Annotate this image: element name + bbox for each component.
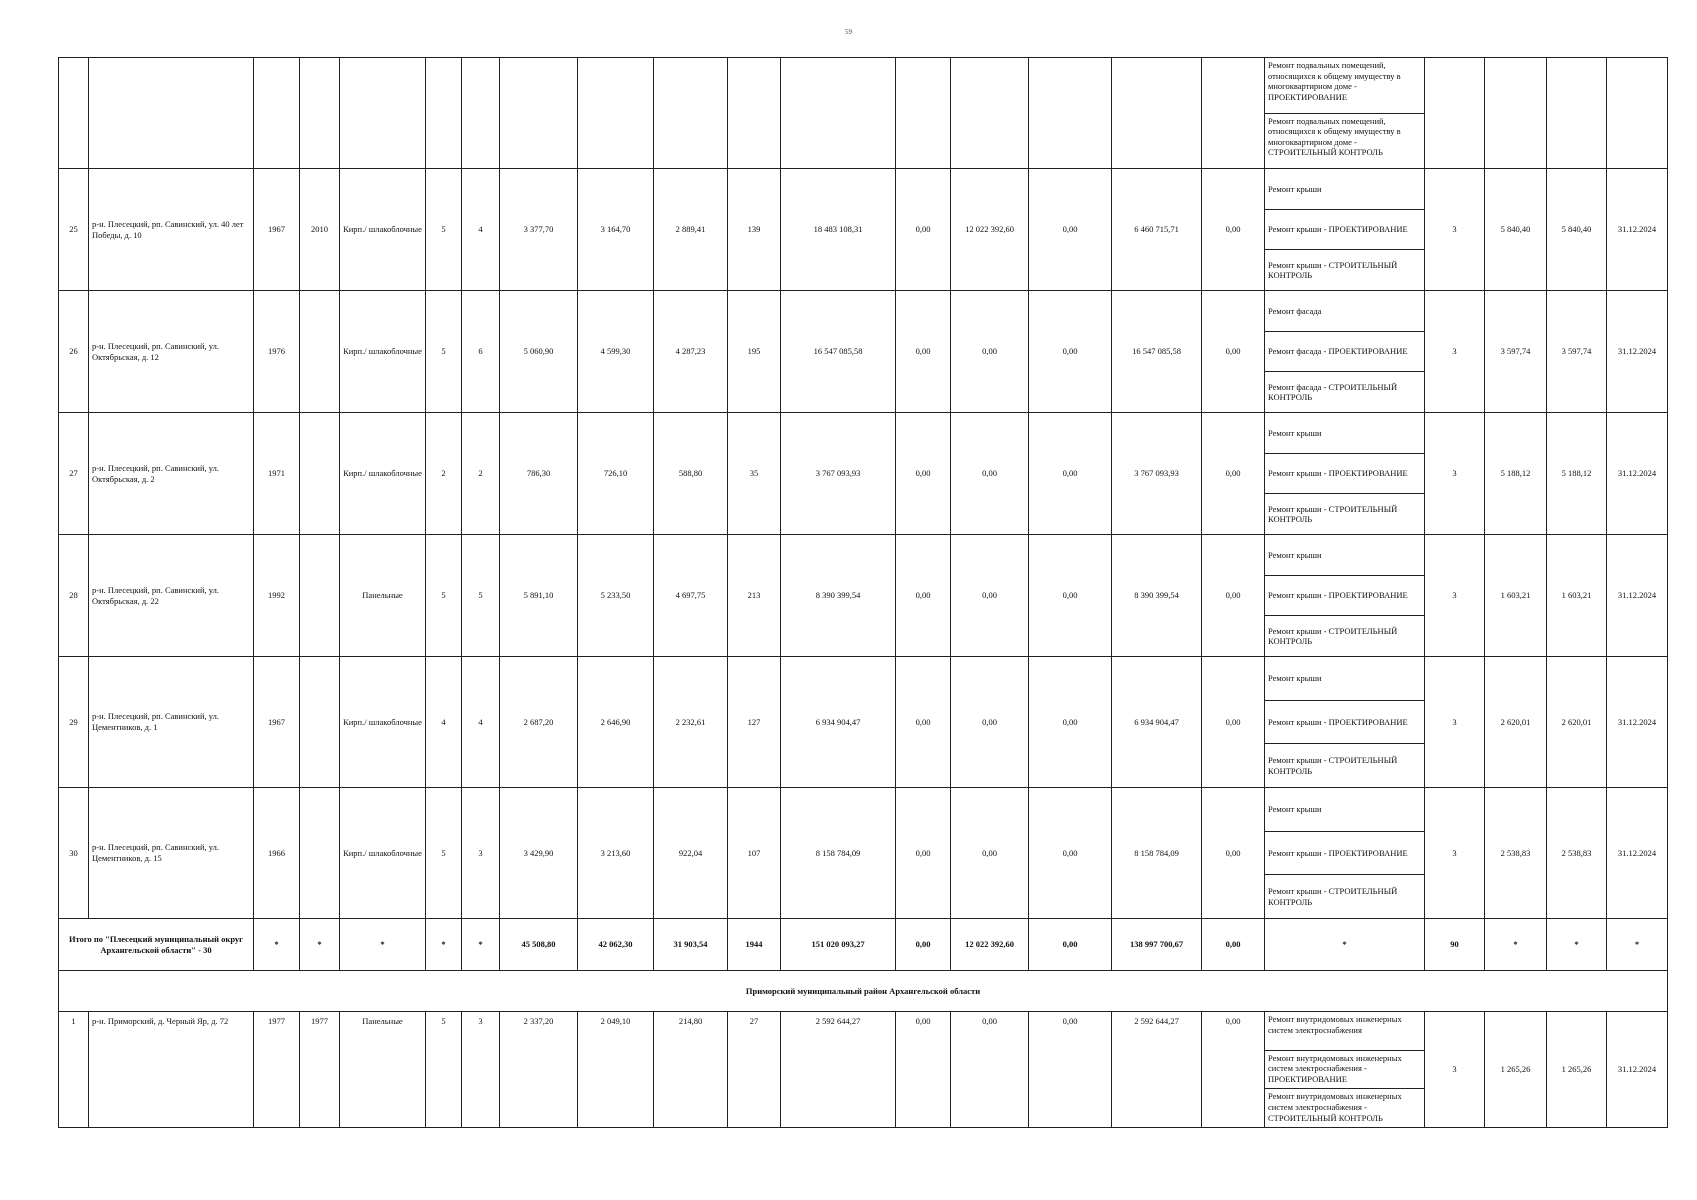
floors-cell: 5 — [426, 1012, 462, 1128]
year-overhaul-cell — [300, 657, 340, 788]
fund-other-cell: 0,00 — [1202, 657, 1265, 788]
limit-per-m2-cell: 1 603,21 — [1547, 535, 1607, 657]
floors-cell: 4 — [426, 657, 462, 788]
residents-cell: 35 — [728, 413, 781, 535]
row-number-cell: 26 — [59, 291, 89, 413]
address-cell: р-н. Плесецкий, рп. Савинский, ул. Октябрьская, д. 2 — [89, 413, 254, 535]
fund-owners-cell: 3 767 093,93 — [1112, 413, 1202, 535]
table-row — [59, 535, 1668, 657]
fund-local-cell: 0,00 — [1029, 535, 1112, 657]
fund-owners-cell: 6 934 904,47 — [1112, 657, 1202, 788]
capital-repair-table — [58, 57, 1668, 1128]
deadline-cell: 31.12.2024 — [1607, 291, 1668, 413]
row-number-cell: 1 — [59, 1012, 89, 1128]
total-cell: * — [462, 919, 500, 971]
wall-material-cell: Панельные — [340, 535, 426, 657]
total-cell: * — [1485, 919, 1547, 971]
units-cell: 3 — [1425, 413, 1485, 535]
area-living-cell: 5 233,50 — [578, 535, 654, 657]
address-cell: р-н. Плесецкий, рп. Савинский, ул. 40 лет Победы, д. 10 — [89, 169, 254, 291]
area-residential-cell: 4 697,75 — [654, 535, 728, 657]
fund-federal-cell: 0,00 — [896, 535, 951, 657]
entrances-cell: 3 — [462, 1012, 500, 1128]
work-item: Ремонт фасада - СТРОИТЕЛЬНЫЙ КОНТРОЛЬ — [1265, 371, 1424, 412]
work-item: Ремонт крыши - СТРОИТЕЛЬНЫЙ КОНТРОЛЬ — [1265, 874, 1424, 918]
work-item: Ремонт крыши - ПРОЕКТИРОВАНИЕ — [1265, 700, 1424, 744]
year-overhaul-cell — [300, 535, 340, 657]
work-types-cell — [1265, 169, 1425, 291]
total-cell: * — [300, 919, 340, 971]
cost-per-m2-cell: 1 265,26 — [1485, 1012, 1547, 1128]
fund-local-cell: 0,00 — [1029, 657, 1112, 788]
residents-cell: 107 — [728, 788, 781, 919]
floors-cell: 5 — [426, 291, 462, 413]
total-cell: * — [254, 919, 300, 971]
fund-regional-cell: 0,00 — [951, 788, 1029, 919]
work-item: Ремонт подвальных помещений, относящихся к общему имуществу в многоквартирном доме - ПРОЕКТИРОВАНИЕ — [1268, 60, 1401, 102]
cost-per-m2-cell: 1 603,21 — [1485, 535, 1547, 657]
total-cell: * — [1607, 919, 1668, 971]
cost-total-cell: 18 483 108,31 — [781, 169, 896, 291]
table-row — [59, 291, 1668, 413]
total-cell: 0,00 — [896, 919, 951, 971]
work-item: Ремонт крыши - ПРОЕКТИРОВАНИЕ — [1265, 831, 1424, 875]
fund-local-cell: 0,00 — [1029, 1012, 1112, 1128]
year-overhaul-cell: 2010 — [300, 169, 340, 291]
fund-federal-cell: 0,00 — [896, 169, 951, 291]
cost-total-cell: 8 158 784,09 — [781, 788, 896, 919]
year-built-cell: 1992 — [254, 535, 300, 657]
cost-per-m2-cell: 2 538,83 — [1485, 788, 1547, 919]
total-cell: 12 022 392,60 — [951, 919, 1029, 971]
area-total-cell: 5 891,10 — [500, 535, 578, 657]
cost-per-m2-cell: 5 840,40 — [1485, 169, 1547, 291]
year-built-cell: 1971 — [254, 413, 300, 535]
fund-owners-cell: 8 390 399,54 — [1112, 535, 1202, 657]
table-row — [59, 1012, 1668, 1128]
area-total-cell: 2 687,20 — [500, 657, 578, 788]
area-residential-cell: 2 889,41 — [654, 169, 728, 291]
fund-owners-cell: 16 547 085,58 — [1112, 291, 1202, 413]
work-item: Ремонт крыши - СТРОИТЕЛЬНЫЙ КОНТРОЛЬ — [1265, 249, 1424, 290]
year-overhaul-cell — [300, 788, 340, 919]
cost-per-m2-cell: 2 620,01 — [1485, 657, 1547, 788]
work-item: Ремонт крыши - ПРОЕКТИРОВАНИЕ — [1265, 575, 1424, 616]
residents-cell: 139 — [728, 169, 781, 291]
limit-per-m2-cell: 3 597,74 — [1547, 291, 1607, 413]
total-cell: * — [1265, 919, 1425, 971]
work-item: Ремонт фасада — [1268, 305, 1322, 316]
fund-local-cell: 0,00 — [1029, 169, 1112, 291]
deadline-cell: 31.12.2024 — [1607, 169, 1668, 291]
address-cell: р-н. Плесецкий, рп. Савинский, ул. Октябрьская, д. 22 — [89, 535, 254, 657]
residents-cell: 195 — [728, 291, 781, 413]
cost-total-cell: 3 767 093,93 — [781, 413, 896, 535]
page-number: 59 — [845, 28, 852, 36]
deadline-cell: 31.12.2024 — [1607, 657, 1668, 788]
limit-per-m2-cell: 2 538,83 — [1547, 788, 1607, 919]
fund-other-cell: 0,00 — [1202, 788, 1265, 919]
limit-per-m2-cell: 5 840,40 — [1547, 169, 1607, 291]
area-total-cell: 5 060,90 — [500, 291, 578, 413]
units-cell: 3 — [1425, 535, 1485, 657]
fund-owners-cell: 2 592 644,27 — [1112, 1012, 1202, 1128]
wall-material-cell: Кирп./ шлакоблочные — [340, 657, 426, 788]
fund-regional-cell: 0,00 — [951, 291, 1029, 413]
work-types-cell — [1265, 1012, 1425, 1128]
fund-regional-cell: 12 022 392,60 — [951, 169, 1029, 291]
fund-other-cell: 0,00 — [1202, 413, 1265, 535]
address-cell: р-н. Плесецкий, рп. Савинский, ул. Октябрьская, д. 12 — [89, 291, 254, 413]
fund-other-cell: 0,00 — [1202, 291, 1265, 413]
area-total-cell: 3 429,90 — [500, 788, 578, 919]
total-label: Итого по "Плесецкий муниципальный округ Архангельской области" - 30 — [59, 919, 254, 971]
work-item: Ремонт крыши - ПРОЕКТИРОВАНИЕ — [1265, 453, 1424, 494]
cost-total-cell: 16 547 085,58 — [781, 291, 896, 413]
total-cell: 31 903,54 — [654, 919, 728, 971]
floors-cell: 5 — [426, 788, 462, 919]
continuation-row — [59, 58, 1668, 169]
total-cell: 0,00 — [1202, 919, 1265, 971]
fund-local-cell: 0,00 — [1029, 291, 1112, 413]
work-item: Ремонт внутридомовых инженерных систем электроснабжения - СТРОИТЕЛЬНЫЙ КОНТРОЛЬ — [1265, 1088, 1424, 1127]
year-overhaul-cell — [300, 413, 340, 535]
year-built-cell: 1966 — [254, 788, 300, 919]
year-built-cell: 1967 — [254, 657, 300, 788]
area-living-cell: 726,10 — [578, 413, 654, 535]
fund-regional-cell: 0,00 — [951, 657, 1029, 788]
area-residential-cell: 922,04 — [654, 788, 728, 919]
fund-regional-cell: 0,00 — [951, 413, 1029, 535]
row-number-cell: 27 — [59, 413, 89, 535]
address-cell: р-н. Плесецкий, рп. Савинский, ул. Цементников, д. 1 — [89, 657, 254, 788]
area-residential-cell: 2 232,61 — [654, 657, 728, 788]
fund-federal-cell: 0,00 — [896, 291, 951, 413]
row-number-cell: 30 — [59, 788, 89, 919]
fund-federal-cell: 0,00 — [896, 788, 951, 919]
total-cell: 151 020 093,27 — [781, 919, 896, 971]
year-built-cell: 1977 — [254, 1012, 300, 1128]
table-row — [59, 788, 1668, 919]
year-overhaul-cell — [300, 291, 340, 413]
total-cell: 90 — [1425, 919, 1485, 971]
limit-per-m2-cell: 2 620,01 — [1547, 657, 1607, 788]
year-built-cell: 1967 — [254, 169, 300, 291]
work-item: Ремонт крыши — [1268, 183, 1322, 194]
fund-local-cell: 0,00 — [1029, 413, 1112, 535]
cost-total-cell: 6 934 904,47 — [781, 657, 896, 788]
residents-cell: 27 — [728, 1012, 781, 1128]
units-cell: 3 — [1425, 169, 1485, 291]
area-residential-cell: 4 287,23 — [654, 291, 728, 413]
work-item: Ремонт внутридомовых инженерных систем электроснабжения — [1268, 1014, 1402, 1035]
year-overhaul-cell: 1977 — [300, 1012, 340, 1128]
work-types-cell — [1265, 657, 1425, 788]
area-total-cell: 786,30 — [500, 413, 578, 535]
work-item: Ремонт крыши — [1268, 804, 1322, 815]
work-types-cell — [1265, 58, 1425, 169]
work-types-cell — [1265, 291, 1425, 413]
work-types-cell — [1265, 788, 1425, 919]
address-cell: р-н. Приморский, д. Черный Яр, д. 72 — [89, 1012, 254, 1128]
year-built-cell: 1976 — [254, 291, 300, 413]
wall-material-cell: Кирп./ шлакоблочные — [340, 291, 426, 413]
work-item: Ремонт внутридомовых инженерных систем электроснабжения - ПРОЕКТИРОВАНИЕ — [1265, 1050, 1424, 1089]
work-item: Ремонт крыши - СТРОИТЕЛЬНЫЙ КОНТРОЛЬ — [1265, 743, 1424, 787]
work-item: Ремонт крыши — [1268, 549, 1322, 560]
total-cell: * — [1547, 919, 1607, 971]
entrances-cell: 2 — [462, 413, 500, 535]
cost-per-m2-cell: 5 188,12 — [1485, 413, 1547, 535]
cost-per-m2-cell: 3 597,74 — [1485, 291, 1547, 413]
fund-regional-cell: 0,00 — [951, 1012, 1029, 1128]
area-living-cell: 2 646,90 — [578, 657, 654, 788]
district-header-row — [59, 971, 1668, 1012]
total-cell: 45 508,80 — [500, 919, 578, 971]
fund-federal-cell: 0,00 — [896, 413, 951, 535]
deadline-cell: 31.12.2024 — [1607, 535, 1668, 657]
fund-other-cell: 0,00 — [1202, 169, 1265, 291]
limit-per-m2-cell: 1 265,26 — [1547, 1012, 1607, 1128]
work-item: Ремонт крыши - СТРОИТЕЛЬНЫЙ КОНТРОЛЬ — [1265, 615, 1424, 656]
total-cell: * — [426, 919, 462, 971]
work-item: Ремонт крыши — [1268, 673, 1322, 684]
fund-other-cell: 0,00 — [1202, 1012, 1265, 1128]
total-cell: 42 062,30 — [578, 919, 654, 971]
limit-per-m2-cell: 5 188,12 — [1547, 413, 1607, 535]
floors-cell: 2 — [426, 413, 462, 535]
fund-owners-cell: 6 460 715,71 — [1112, 169, 1202, 291]
cost-total-cell: 2 592 644,27 — [781, 1012, 896, 1128]
units-cell: 3 — [1425, 1012, 1485, 1128]
row-number-cell: 29 — [59, 657, 89, 788]
wall-material-cell: Кирп./ шлакоблочные — [340, 788, 426, 919]
area-living-cell: 4 599,30 — [578, 291, 654, 413]
wall-material-cell: Кирп./ шлакоблочные — [340, 169, 426, 291]
total-cell: 1944 — [728, 919, 781, 971]
deadline-cell: 31.12.2024 — [1607, 413, 1668, 535]
residents-cell: 213 — [728, 535, 781, 657]
total-row — [59, 919, 1668, 971]
deadline-cell: 31.12.2024 — [1607, 788, 1668, 919]
cost-total-cell: 8 390 399,54 — [781, 535, 896, 657]
work-item: Ремонт крыши - ПРОЕКТИРОВАНИЕ — [1265, 209, 1424, 250]
work-item: Ремонт подвальных помещений, относящихся к общему имуществу в многоквартирном доме - СТРОИТЕЛЬНЫЙ КОНТРОЛЬ — [1265, 113, 1424, 169]
floors-cell: 5 — [426, 169, 462, 291]
area-residential-cell: 588,80 — [654, 413, 728, 535]
fund-federal-cell: 0,00 — [896, 1012, 951, 1128]
total-cell: 0,00 — [1029, 919, 1112, 971]
fund-local-cell: 0,00 — [1029, 788, 1112, 919]
area-living-cell: 2 049,10 — [578, 1012, 654, 1128]
entrances-cell: 5 — [462, 535, 500, 657]
wall-material-cell: Панельные — [340, 1012, 426, 1128]
total-cell: * — [340, 919, 426, 971]
entrances-cell: 6 — [462, 291, 500, 413]
row-number-cell: 28 — [59, 535, 89, 657]
entrances-cell: 3 — [462, 788, 500, 919]
fund-owners-cell: 8 158 784,09 — [1112, 788, 1202, 919]
fund-regional-cell: 0,00 — [951, 535, 1029, 657]
entrances-cell: 4 — [462, 657, 500, 788]
work-types-cell — [1265, 413, 1425, 535]
residents-cell: 127 — [728, 657, 781, 788]
table-row — [59, 657, 1668, 788]
units-cell: 3 — [1425, 291, 1485, 413]
units-cell: 3 — [1425, 657, 1485, 788]
fund-other-cell: 0,00 — [1202, 535, 1265, 657]
area-living-cell: 3 213,60 — [578, 788, 654, 919]
wall-material-cell: Кирп./ шлакоблочные — [340, 413, 426, 535]
units-cell: 3 — [1425, 788, 1485, 919]
floors-cell: 5 — [426, 535, 462, 657]
fund-federal-cell: 0,00 — [896, 657, 951, 788]
district-header: Приморский муниципальный район Архангельской области — [59, 971, 1668, 1012]
table-row — [59, 169, 1668, 291]
table-row — [59, 413, 1668, 535]
work-item: Ремонт крыши — [1268, 427, 1322, 438]
work-types-cell — [1265, 535, 1425, 657]
area-living-cell: 3 164,70 — [578, 169, 654, 291]
row-number-cell: 25 — [59, 169, 89, 291]
address-cell: р-н. Плесецкий, рп. Савинский, ул. Цементников, д. 15 — [89, 788, 254, 919]
total-cell: 138 997 700,67 — [1112, 919, 1202, 971]
work-item: Ремонт фасада - ПРОЕКТИРОВАНИЕ — [1265, 331, 1424, 372]
entrances-cell: 4 — [462, 169, 500, 291]
area-total-cell: 2 337,20 — [500, 1012, 578, 1128]
work-item: Ремонт крыши - СТРОИТЕЛЬНЫЙ КОНТРОЛЬ — [1265, 493, 1424, 534]
area-total-cell: 3 377,70 — [500, 169, 578, 291]
area-residential-cell: 214,80 — [654, 1012, 728, 1128]
deadline-cell: 31.12.2024 — [1607, 1012, 1668, 1128]
